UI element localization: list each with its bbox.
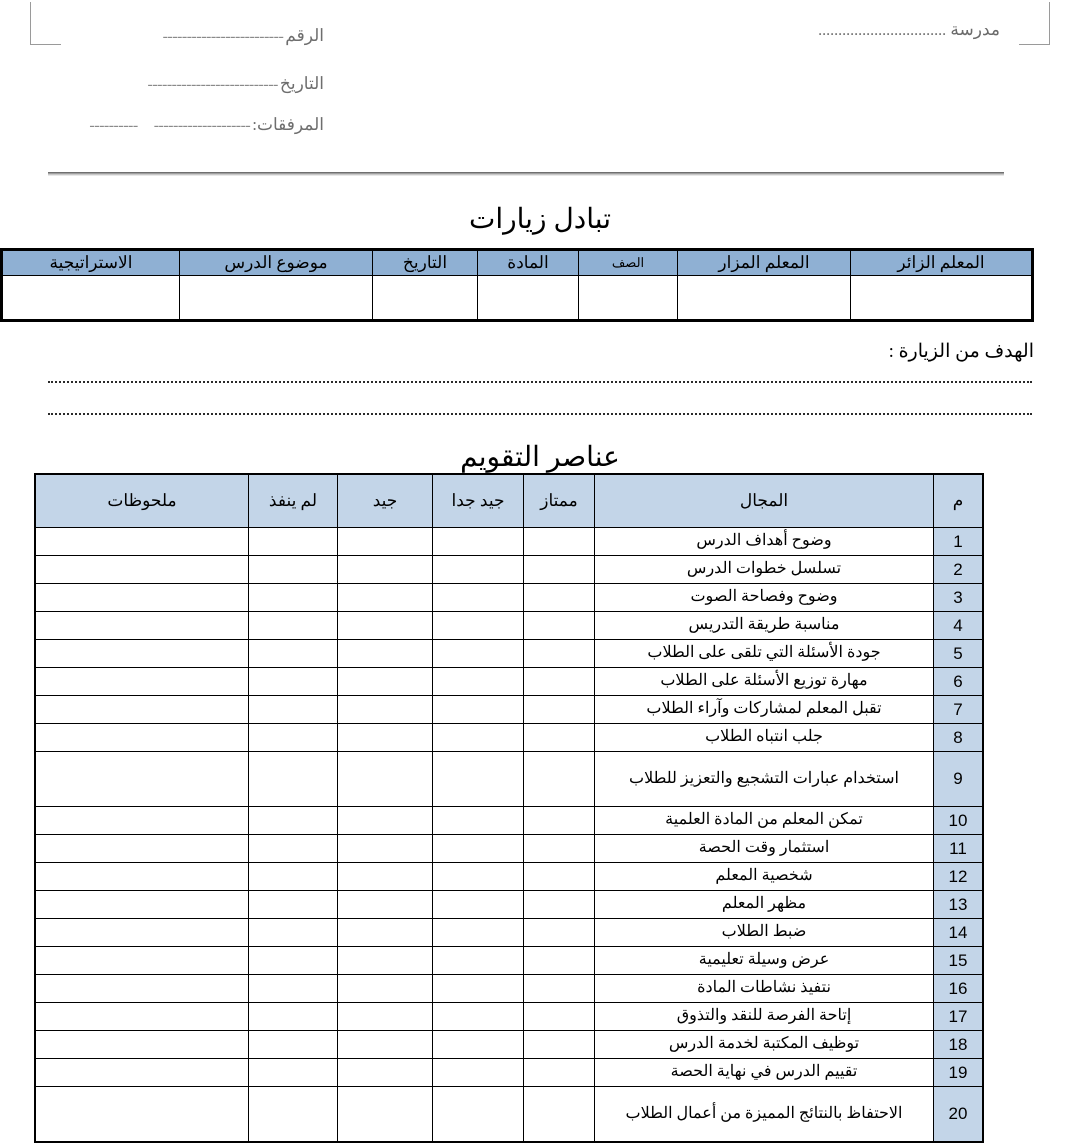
eval-cell-number: 1 [934, 528, 984, 556]
eval-cell-not-done[interactable] [249, 724, 338, 752]
visit-purpose-line-1[interactable] [48, 381, 1032, 383]
eval-cell-field: ضبط الطلاب [595, 919, 934, 947]
eval-cell-number: 8 [934, 724, 984, 752]
eval-cell-field: مظهر المعلم [595, 891, 934, 919]
eval-cell-excellent[interactable] [524, 640, 595, 668]
table-row [35, 528, 983, 556]
eval-cell-notes[interactable] [35, 612, 249, 640]
page-letterhead [0, 0, 1080, 150]
eval-cell-good[interactable] [338, 835, 433, 863]
visits-col-strategy: الاستراتيجية [2, 250, 180, 276]
eval-col-notes: ملحوظات [35, 474, 249, 528]
attachments-field-label: المرفقات: [252, 115, 324, 134]
eval-cell-excellent[interactable] [524, 696, 595, 724]
eval-cell-very-good[interactable] [433, 807, 524, 835]
eval-cell-number: 13 [934, 891, 984, 919]
eval-cell-excellent[interactable] [524, 1031, 595, 1059]
eval-cell-not-done[interactable] [249, 1003, 338, 1031]
eval-cell-notes[interactable] [35, 835, 249, 863]
evaluation-section-title: عناصر التقويم [460, 442, 620, 473]
eval-cell-excellent[interactable] [524, 1059, 595, 1087]
eval-cell-number: 19 [934, 1059, 984, 1087]
table-row [35, 584, 983, 612]
eval-cell-field: نتفيذ نشاطات المادة [595, 975, 934, 1003]
date-field [148, 74, 325, 94]
eval-cell-not-done[interactable] [249, 696, 338, 724]
eval-cell-good[interactable] [338, 528, 433, 556]
eval-cell-notes[interactable] [35, 556, 249, 584]
eval-cell-not-done[interactable] [249, 807, 338, 835]
visits-table [0, 248, 1034, 322]
visits-col-visited-teacher: المعلم المزار [678, 250, 851, 276]
table-row [35, 1003, 983, 1031]
eval-cell-very-good[interactable] [433, 528, 524, 556]
eval-cell-field: عرض وسيلة تعليمية [595, 947, 934, 975]
eval-cell-very-good[interactable] [433, 863, 524, 891]
eval-cell-number: 10 [934, 807, 984, 835]
eval-cell-excellent[interactable] [524, 584, 595, 612]
eval-cell-notes[interactable] [35, 975, 249, 1003]
eval-cell-field: إتاحة الفرصة للنقد والتذوق [595, 1003, 934, 1031]
eval-col-excellent: ممتاز [524, 474, 595, 528]
eval-cell-excellent[interactable] [524, 528, 595, 556]
eval-cell-notes[interactable] [35, 584, 249, 612]
eval-cell-very-good[interactable] [433, 891, 524, 919]
eval-cell-excellent[interactable] [524, 556, 595, 584]
eval-cell-notes[interactable] [35, 668, 249, 696]
table-row [35, 1031, 983, 1059]
corner-bracket-right-icon [1019, 2, 1050, 45]
eval-cell-very-good[interactable] [433, 919, 524, 947]
eval-cell-good[interactable] [338, 668, 433, 696]
eval-cell-number: 20 [934, 1087, 984, 1143]
number-field-blank: ------------------------- [162, 28, 284, 45]
eval-cell-number: 9 [934, 752, 984, 807]
eval-cell-good[interactable] [338, 696, 433, 724]
eval-cell-not-done[interactable] [249, 835, 338, 863]
table-row [35, 668, 983, 696]
visits-cell-visited-teacher[interactable] [678, 276, 851, 321]
eval-cell-good[interactable] [338, 752, 433, 807]
eval-cell-field: تمكن المعلم من المادة العلمية [595, 807, 934, 835]
eval-cell-field: تسلسل خطوات الدرس [595, 556, 934, 584]
eval-cell-very-good[interactable] [433, 835, 524, 863]
eval-cell-good[interactable] [338, 863, 433, 891]
eval-cell-notes[interactable] [35, 891, 249, 919]
eval-cell-not-done[interactable] [249, 919, 338, 947]
evaluation-table [34, 473, 984, 1143]
table-row [35, 640, 983, 668]
eval-cell-notes[interactable] [35, 947, 249, 975]
eval-cell-excellent[interactable] [524, 919, 595, 947]
eval-cell-very-good[interactable] [433, 556, 524, 584]
date-field-label: التاريخ [279, 74, 324, 93]
eval-cell-field: توظيف المكتبة لخدمة الدرس [595, 1031, 934, 1059]
eval-cell-excellent[interactable] [524, 668, 595, 696]
eval-cell-not-done[interactable] [249, 612, 338, 640]
eval-cell-number: 18 [934, 1031, 984, 1059]
eval-cell-notes[interactable] [35, 1031, 249, 1059]
eval-cell-excellent[interactable] [524, 807, 595, 835]
corner-bracket-left-icon [30, 2, 61, 45]
eval-cell-field: الاحتفاظ بالنتائج المميزة من أعمال الطلاب [595, 1087, 934, 1143]
eval-cell-excellent[interactable] [524, 612, 595, 640]
table-row [35, 863, 983, 891]
eval-cell-not-done[interactable] [249, 947, 338, 975]
visits-cell-subject[interactable] [478, 276, 579, 321]
visits-cell-lesson-topic[interactable] [180, 276, 373, 321]
eval-cell-not-done[interactable] [249, 975, 338, 1003]
table-row [35, 947, 983, 975]
visits-col-visiting-teacher: المعلم الزائر [851, 250, 1033, 276]
eval-cell-excellent[interactable] [524, 891, 595, 919]
eval-cell-very-good[interactable] [433, 724, 524, 752]
visit-purpose-label: الهدف من الزيارة : [888, 341, 1034, 362]
eval-cell-notes[interactable] [35, 528, 249, 556]
eval-cell-excellent[interactable] [524, 863, 595, 891]
evaluation-table-body [35, 528, 983, 1143]
eval-cell-not-done[interactable] [249, 752, 338, 807]
eval-cell-excellent[interactable] [524, 975, 595, 1003]
attachments-field-blank-2: ---------- [89, 117, 138, 134]
eval-cell-good[interactable] [338, 640, 433, 668]
eval-cell-not-done[interactable] [249, 556, 338, 584]
visits-cell-visiting-teacher[interactable] [851, 276, 1033, 321]
eval-cell-notes[interactable] [35, 1059, 249, 1087]
visits-cell-strategy[interactable] [2, 276, 180, 321]
eval-cell-good[interactable] [338, 1059, 433, 1087]
school-label: مدرسة [950, 20, 1000, 39]
eval-cell-not-done[interactable] [249, 528, 338, 556]
eval-cell-notes[interactable] [35, 752, 249, 807]
eval-cell-not-done[interactable] [249, 1059, 338, 1087]
eval-cell-field: وضوح وفصاحة الصوت [595, 584, 934, 612]
visits-cell-class[interactable] [579, 276, 678, 321]
eval-col-good: جيد [338, 474, 433, 528]
eval-cell-very-good[interactable] [433, 668, 524, 696]
eval-cell-excellent[interactable] [524, 752, 595, 807]
school-field [818, 20, 1000, 40]
eval-col-field: المجال [595, 474, 934, 528]
eval-col-number: م [934, 474, 984, 528]
table-row [35, 975, 983, 1003]
visits-col-date: التاريخ [373, 250, 478, 276]
table-row [35, 612, 983, 640]
eval-cell-field: جلب انتباه الطلاب [595, 724, 934, 752]
visits-col-lesson-topic: موضوع الدرس [180, 250, 373, 276]
eval-col-not-done: لم ينفذ [249, 474, 338, 528]
number-field-label: الرقم [285, 26, 324, 45]
visits-cell-date[interactable] [373, 276, 478, 321]
table-row [35, 807, 983, 835]
table-row [35, 835, 983, 863]
eval-cell-number: 7 [934, 696, 984, 724]
visit-purpose-block [46, 340, 1034, 415]
eval-cell-field: تقبل المعلم لمشاركات وآراء الطلاب [595, 696, 934, 724]
eval-cell-field: استثمار وقت الحصة [595, 835, 934, 863]
table-row [35, 752, 983, 807]
eval-cell-notes[interactable] [35, 919, 249, 947]
eval-cell-very-good[interactable] [433, 696, 524, 724]
eval-cell-excellent[interactable] [524, 835, 595, 863]
eval-cell-good[interactable] [338, 1031, 433, 1059]
eval-cell-good[interactable] [338, 919, 433, 947]
eval-cell-number: 5 [934, 640, 984, 668]
eval-cell-very-good[interactable] [433, 584, 524, 612]
eval-cell-field: مهارة توزيع الأسئلة على الطلاب [595, 668, 934, 696]
eval-cell-good[interactable] [338, 807, 433, 835]
eval-cell-good[interactable] [338, 612, 433, 640]
eval-cell-field: استخدام عبارات التشجيع والتعزيز للطلاب [595, 752, 934, 807]
eval-cell-very-good[interactable] [433, 640, 524, 668]
eval-cell-notes[interactable] [35, 640, 249, 668]
table-row [35, 919, 983, 947]
eval-cell-good[interactable] [338, 724, 433, 752]
visits-table-header-row [2, 250, 1033, 276]
eval-cell-very-good[interactable] [433, 1031, 524, 1059]
table-row [35, 724, 983, 752]
eval-cell-number: 12 [934, 863, 984, 891]
eval-cell-number: 16 [934, 975, 984, 1003]
eval-cell-excellent[interactable] [524, 1003, 595, 1031]
visits-col-class: الصف [579, 250, 678, 276]
visits-col-subject: المادة [478, 250, 579, 276]
eval-cell-very-good[interactable] [433, 975, 524, 1003]
eval-cell-field: وضوح أهداف الدرس [595, 528, 934, 556]
eval-cell-number: 2 [934, 556, 984, 584]
eval-cell-very-good[interactable] [433, 752, 524, 807]
eval-cell-good[interactable] [338, 947, 433, 975]
eval-cell-excellent[interactable] [524, 724, 595, 752]
eval-cell-not-done[interactable] [249, 668, 338, 696]
number-field [163, 26, 324, 46]
eval-cell-not-done[interactable] [249, 863, 338, 891]
table-row [35, 556, 983, 584]
eval-cell-notes[interactable] [35, 696, 249, 724]
eval-cell-not-done[interactable] [249, 640, 338, 668]
date-field-blank: --------------------------- [147, 76, 278, 93]
eval-cell-not-done[interactable] [249, 891, 338, 919]
eval-cell-number: 15 [934, 947, 984, 975]
eval-cell-number: 14 [934, 919, 984, 947]
attachments-field-blank: -------------------- [153, 117, 251, 134]
eval-col-very-good: جيد جدا [433, 474, 524, 528]
eval-cell-good[interactable] [338, 891, 433, 919]
eval-cell-good[interactable] [338, 556, 433, 584]
eval-cell-very-good[interactable] [433, 947, 524, 975]
eval-cell-field: جودة الأسئلة التي تلقى على الطلاب [595, 640, 934, 668]
eval-cell-notes[interactable] [35, 807, 249, 835]
eval-cell-number: 17 [934, 1003, 984, 1031]
eval-cell-notes[interactable] [35, 1003, 249, 1031]
eval-cell-notes[interactable] [35, 863, 249, 891]
eval-cell-excellent[interactable] [524, 947, 595, 975]
eval-cell-very-good[interactable] [433, 612, 524, 640]
table-row [35, 696, 983, 724]
eval-cell-good[interactable] [338, 584, 433, 612]
eval-cell-number: 11 [934, 835, 984, 863]
eval-cell-field: شخصية المعلم [595, 863, 934, 891]
attachments-field [89, 115, 324, 135]
header-divider [48, 172, 1004, 176]
eval-cell-number: 4 [934, 612, 984, 640]
visits-section-title: تبادل زيارات [468, 204, 612, 235]
eval-cell-very-good[interactable] [433, 1059, 524, 1087]
school-dotted-blank: ................................ [818, 22, 947, 39]
eval-cell-very-good[interactable] [433, 1003, 524, 1031]
table-row [2, 276, 1033, 321]
eval-cell-not-done[interactable] [249, 584, 338, 612]
eval-cell-good[interactable] [338, 1003, 433, 1031]
evaluation-table-header-row [35, 474, 983, 528]
visit-purpose-line-2[interactable] [48, 413, 1032, 415]
eval-cell-field: تقييم الدرس في نهاية الحصة [595, 1059, 934, 1087]
eval-cell-number: 3 [934, 584, 984, 612]
table-row [35, 891, 983, 919]
table-row [35, 1059, 983, 1087]
eval-cell-field: مناسبة طريقة التدريس [595, 612, 934, 640]
eval-cell-notes[interactable] [35, 724, 249, 752]
eval-cell-number: 6 [934, 668, 984, 696]
eval-cell-not-done[interactable] [249, 1031, 338, 1059]
eval-cell-good[interactable] [338, 975, 433, 1003]
